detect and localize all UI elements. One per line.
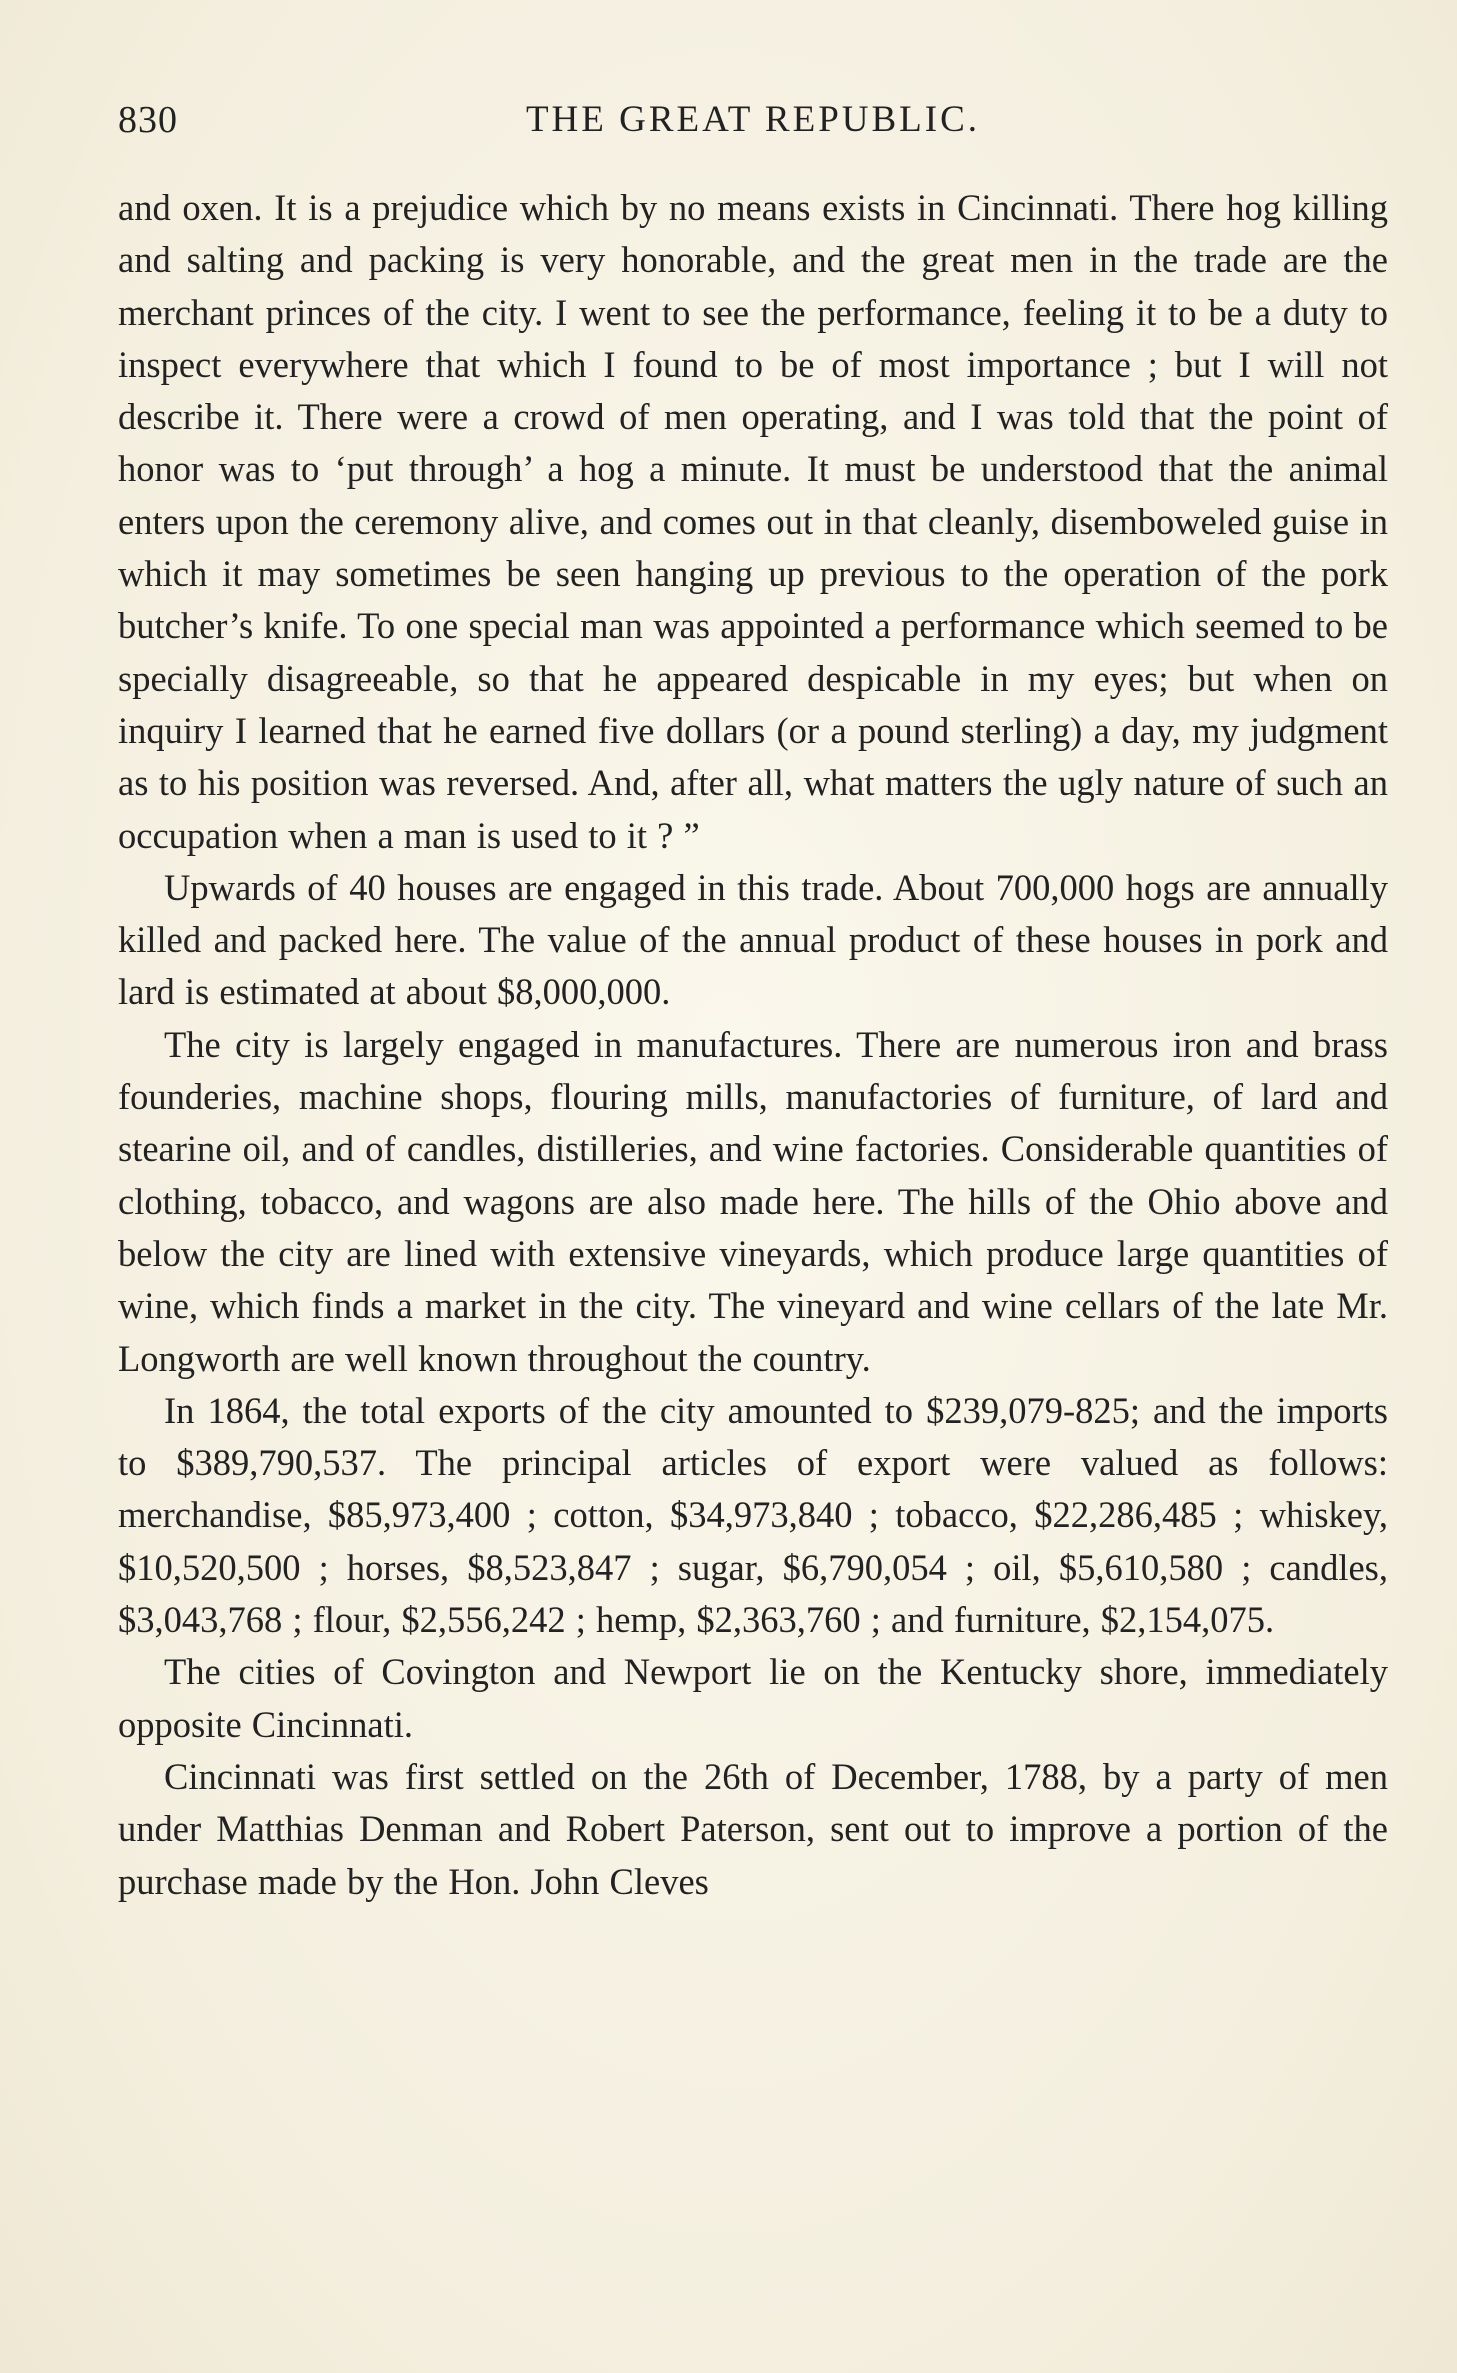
paragraph-pork-trade: Upwards of 40 houses are engaged in this trade. About 700,000 hogs are annually killed and packed here. The value of the annual product of these houses in pork and lard is estimated at about $8,000,000. <box>118 866 1388 1013</box>
paragraph-nearby-cities: The cities of Covington and Newport lie on the Kentucky shore, immediately opposite Cincinnati. <box>118 1651 1388 1745</box>
paragraph-quote-continuation: and oxen. It is a prejudice which by no means exists in Cincinnati. There hog killing and salting and packing is very honorable, and the great men in the trade are the merchant princes of the city. I went to see the performance, feeling it to be a duty to inspect everywhere that which I found to be of most importance ; but I will not describe it. There were a crowd of men operating, and I was told that the point of honor was to ‘put through’ a hog a minute. It must be understood that the animal enters upon the ceremony alive, and comes out in that cleanly, disemboweled guise in which it may sometimes be seen hanging up previous to the operation of the pork butcher’s knife. To one special man was appointed a performance which seemed to be specially disagreeable, so that he appeared despicable in my eyes; but when on inquiry I learned that he earned five dollars (or a pound sterling) a day, my judgment as to his position was reversed. And, after all, what matters the ugly nature of such an occupation when a man is used to it ? ” <box>118 187 1388 856</box>
paragraph-exports: In 1864, the total exports of the city amounted to $239,079-825; and the imports to $389,790,537. The principal articles of export were valued as follows: merchandise, $85,973,400 ; cotton, $34,973,840 ; tobacco, $22,286,485 ; whiskey, $10,520,500 ; horses, $8,523,847 ; sugar, $6,790,054 ; oil, $5,610,580 ; candles, $3,043,768 ; flour, $2,556,242 ; hemp, $2,363,760 ; and furniture, $2,154,075. <box>118 1389 1388 1641</box>
body-text <box>118 182 1388 2342</box>
paragraph-manufactures: The city is largely engaged in manufactures. There are numerous iron and brass founderies, machine shops, flouring mills, manufactories of furniture, of lard and stearine oil, and of candles, distilleries, and wine factories. Considerable quantities of clothing, tobacco, and wagons are also made here. The hills of the Ohio above and below the city are lined with extensive vineyards, which produce large quantities of wine, which finds a market in the city. The vineyard and wine cellars of the late Mr. Longworth are well known throughout the country. <box>118 1023 1388 1379</box>
paragraph-settlement: Cincinnati was first settled on the 26th of December, 1788, by a party of men under Matthias Denman and Robert Paterson, sent out to improve a portion of the purchase made by the Hon. John Cleves <box>118 1755 1388 1902</box>
page-number: 830 <box>118 99 178 141</box>
running-head: THE GREAT REPUBLIC. <box>525 99 981 140</box>
page-header <box>118 98 1388 158</box>
